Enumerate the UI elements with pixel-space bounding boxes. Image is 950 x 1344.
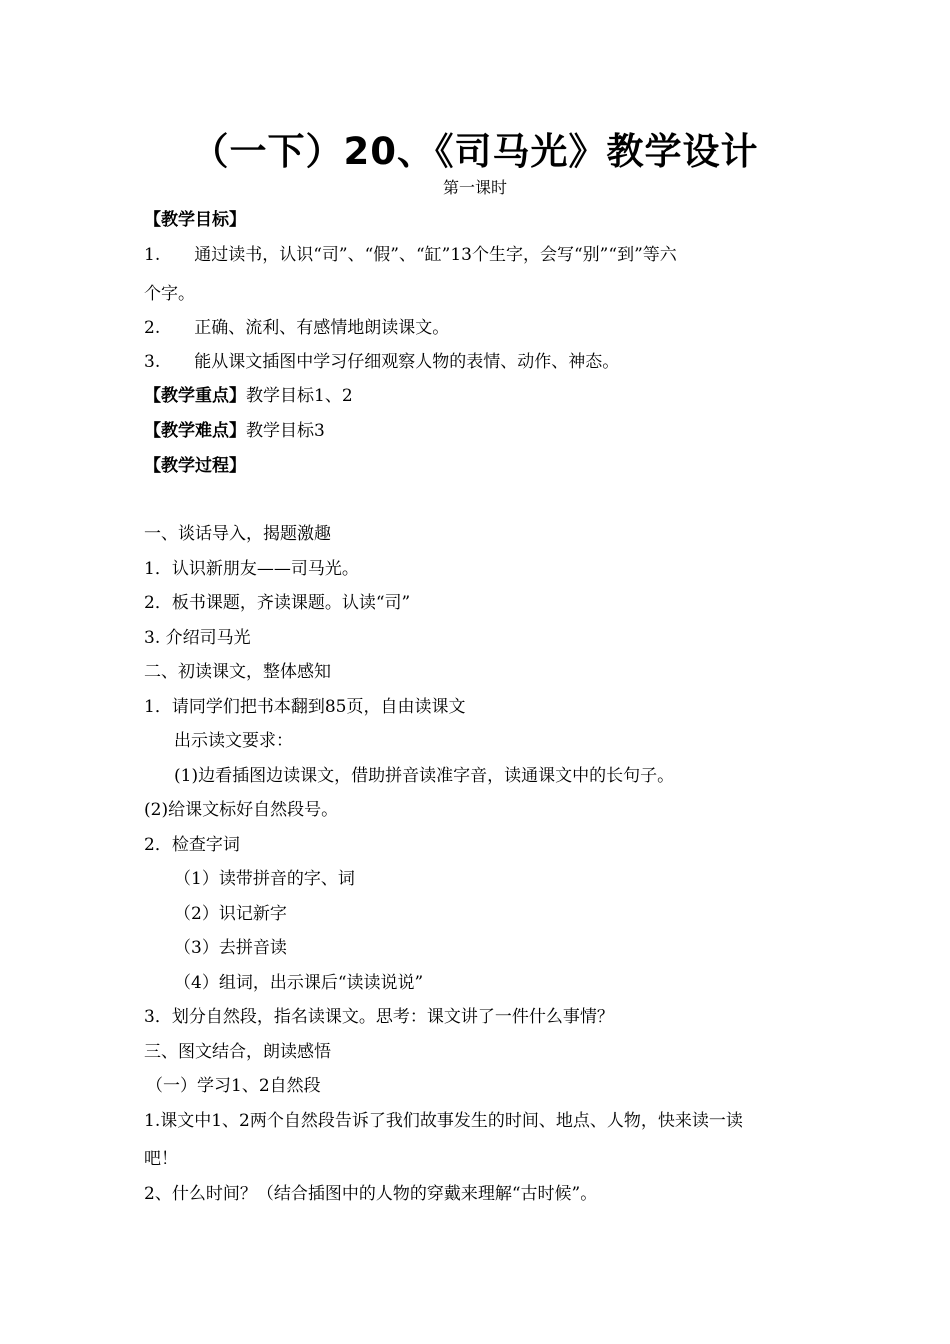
process-line: （一）学习1、2自然段 (146, 1076, 321, 1096)
process-line: 2．板书课题，齐读课题。认读“司” (144, 593, 411, 613)
document-title: （一下）20、《司马光》教学设计 (191, 130, 759, 173)
process-heading: 【教学过程】 (144, 456, 246, 476)
difficulty-row (144, 418, 325, 444)
process-line: 2．检查字词 (144, 835, 240, 855)
process-line: 1.课文中1、2两个自然段告诉了我们故事发生的时间、地点、人物，快来读一读 (144, 1111, 743, 1131)
focus-label: 【教学重点】 (144, 386, 246, 406)
process-line: 3．划分自然段，指名读课文。思考：课文讲了一件什么事情？ (144, 1007, 614, 1027)
process-line: 三、图文结合，朗读感悟 (144, 1042, 331, 1062)
process-line: 二、初读课文，整体感知 (144, 662, 331, 682)
process-line: 出示读文要求： (174, 731, 293, 751)
process-line: 3. 介绍司马光 (144, 628, 251, 648)
process-line: （2）识记新字 (174, 904, 287, 924)
process-line: 吧！ (144, 1149, 178, 1169)
process-line: (1)边看插图边读课文，借助拼音读准字音，读通课文中的长句子。 (174, 766, 675, 786)
process-line: 1．认识新朋友——司马光。 (144, 559, 359, 579)
process-line: （4）组词，出示课后“读读说说” (174, 973, 424, 993)
difficulty-label: 【教学难点】 (144, 421, 246, 441)
focus-row (144, 383, 353, 409)
difficulty-text: 教学目标3 (246, 421, 325, 441)
process-line: 1．请同学们把书本翻到85页，自由读课文 (144, 697, 466, 717)
process-line: 2、什么时间？（结合插图中的人物的穿戴来理解“古时候”。 (144, 1184, 598, 1204)
process-line: (2)给课文标好自然段号。 (144, 800, 339, 820)
goal-item-2: 2. 正确、流利、有感情地朗读课文。 (144, 318, 450, 338)
process-line: （3）去拼音读 (174, 938, 287, 958)
goal-item-1-line-2: 个字。 (144, 284, 195, 304)
focus-text: 教学目标1、2 (246, 386, 353, 406)
process-line: （1）读带拼音的字、词 (174, 869, 355, 889)
goals-heading: 【教学目标】 (144, 210, 246, 230)
goal-item-3: 3. 能从课文插图中学习仔细观察人物的表情、动作、神态。 (144, 352, 620, 372)
goal-item-1-line-1: 1. 通过读书，认识“司”、“假”、“缸”13个生字，会写“别”“到”等六 (144, 245, 677, 265)
process-line: 一、谈话导入，揭题激趣 (144, 524, 331, 544)
document-subtitle: 第一课时 (442, 178, 507, 197)
